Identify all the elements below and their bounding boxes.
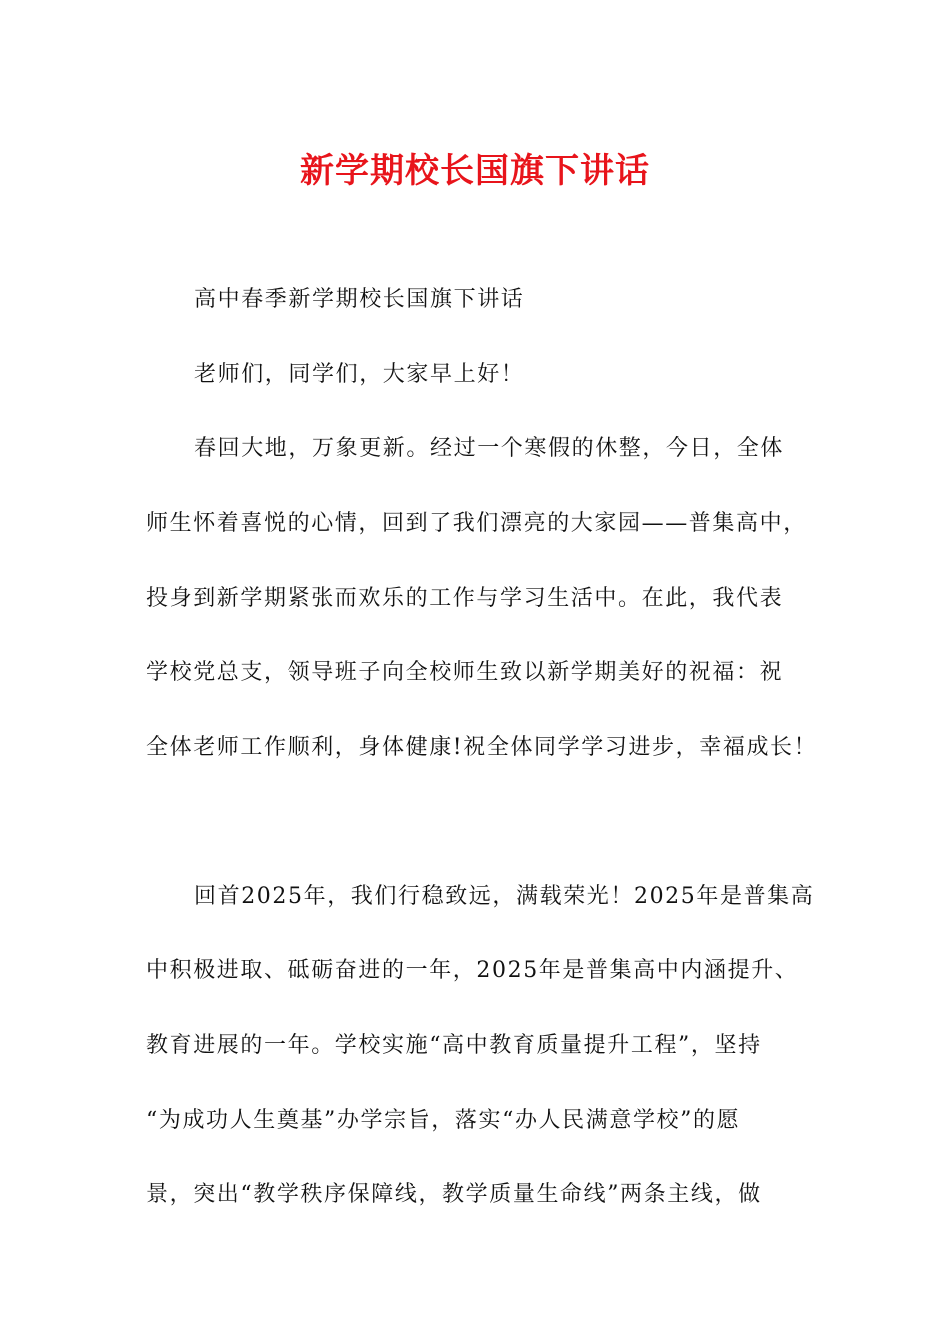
- paragraph-2-line-1: 回首2025年，我们行稳致远，满载荣光！2025年是普集高: [194, 884, 815, 909]
- subtitle-line: 高中春季新学期校长国旗下讲话: [194, 287, 525, 312]
- document-title: 新学期校长国旗下讲话: [300, 151, 650, 191]
- paragraph-1-line-4: 学校党总支，领导班子向全校师生致以新学期美好的祝福：祝: [146, 660, 784, 685]
- paragraph-1-line-1: 春回大地，万象更新。经过一个寒假的休整，今日，全体: [194, 436, 785, 461]
- paragraph-2-line-4: “为成功人生奠基”办学宗旨，落实“办人民满意学校”的愿: [146, 1108, 741, 1133]
- greeting-line: 老师们，同学们，大家早上好！: [194, 362, 525, 387]
- paragraph-1-line-2: 师生怀着喜悦的心情，回到了我们漂亮的大家园——普集高中，: [146, 511, 807, 536]
- paragraph-2-line-2: 中积极进取、砥砺奋进的一年，2025年是普集高中内涵提升、: [146, 958, 799, 983]
- paragraph-1-line-3: 投身到新学期紧张而欢乐的工作与学习生活中。在此，我代表: [146, 586, 784, 611]
- paragraph-1-line-5: 全体老师工作顺利，身体健康!祝全体同学学习进步，幸福成长！: [146, 735, 818, 760]
- paragraph-2-line-5: 景，突出“教学秩序保障线，教学质量生命线”两条主线，做: [146, 1182, 762, 1207]
- paragraph-2-line-3: 教育进展的一年。学校实施“高中教育质量提升工程”，坚持: [146, 1033, 762, 1058]
